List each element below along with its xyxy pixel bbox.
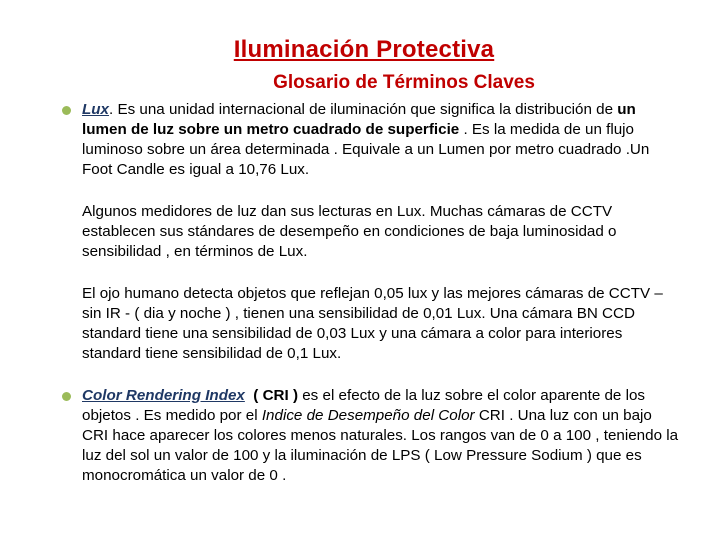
lux-bold-phrase: un lumen de luz sobre un metro cuadrado de superficie — [82, 101, 636, 138]
term-lux: Lux — [82, 101, 110, 118]
slide-title: Iluminación Protectiva — [233, 36, 495, 63]
slide-subtitle: Glosario de Términos Claves — [273, 72, 535, 93]
cri-italic-phrase: Indice de Desempeño del Color — [261, 407, 475, 424]
bullet-dot-icon — [62, 106, 71, 115]
bullet-item-lux — [62, 100, 682, 180]
term-cri: Color Rendering Index — [82, 387, 245, 404]
lux-paragraph-3: El ojo humano detecta objetos que reflejan 0,05 lux y las mejores cámaras de CCTV – sin IR - ( dia y noche ) , tienen una sensibilidad de 0,01 Lux. Una cámara BN CCD standard tiene una sensibilidad de 0,03 Lux y una cámara a color para interiores standard tiene sensibilidad de 0,1 Lux. — [82, 285, 663, 362]
lux-definition: Lux. Es una unidad internacional de iluminación que significa la distribución de un lumen de luz sobre un metro cuadrado de superficie . Es la medida de un flujo luminoso sobre un área determinada . Equivale a un Lumen por metro cuadrado .Un Foot Candle es igual a 10,76 Lux. — [82, 101, 650, 178]
lux-paragraph-2: Algunos medidores de luz dan sus lecturas en Lux. Muchas cámaras de CCTV establecen sus stándares de desempeño en condiciones de baja luminosidad o sensibilidad , en términos de Lux. — [82, 203, 617, 260]
cri-definition: Color Rendering Index ( CRI ) es el efecto de la luz sobre el color aparente de los objetos . Es medido por el Indice de Desempeño del Color CRI . Una luz con un bajo CRI hace aparecer los colores menos naturales. Los rangos van de 0 a 100 , teniendo la luz del sol un valor de 100 y la iluminación de LPS ( Low Pressure Sodium ) que es monocromática un valor de 0 . — [82, 387, 679, 484]
slide-content — [62, 100, 682, 486]
bullet-dot-icon — [62, 392, 71, 401]
bullet-item-cri — [62, 386, 682, 486]
cri-abbr: ( CRI ) — [244, 387, 299, 404]
